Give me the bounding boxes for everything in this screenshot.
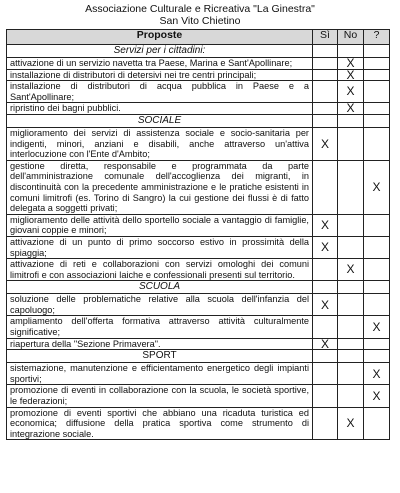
proposal-text: miglioramento delle attività dello sportello sociale a vantaggio di famiglie, giovani coppie e minori; (7, 214, 313, 236)
proposal-text: soluzione delle problematiche relative alla scuola dell'infanzia del capoluogo; (7, 294, 313, 316)
empty-cell (364, 45, 390, 58)
proposal-text: attivazione di un punto di primo soccorso estivo in prossimità della spiaggia; (7, 236, 313, 258)
proposal-text: attivazione di un servizio navetta tra Paese, Marina e Sant'Apollinare; (7, 58, 313, 70)
vote-cell-question (364, 294, 390, 316)
vote-cell-question (364, 69, 390, 81)
vote-cell-no (338, 316, 364, 338)
vote-cell-no (338, 69, 364, 81)
vote-cell-si (313, 58, 338, 70)
vote-cell-question (364, 58, 390, 70)
vote-cell-question (364, 236, 390, 258)
vote-mark: X (320, 297, 329, 312)
association-name: Associazione Culturale e Ricreativa "La Ginestra" (85, 3, 315, 15)
section-row (7, 281, 390, 294)
vote-mark: X (346, 84, 355, 99)
proposals-table (6, 29, 390, 440)
proposal-text: miglioramento dei servizi di assistenza sociale e socio-sanitaria per indigenti, minori, anziani e disabili, anche attraverso un'attiva interlocuzione con l'Ente d'Ambito; (7, 127, 313, 160)
empty-cell (364, 114, 390, 127)
table-body (7, 45, 390, 440)
vote-cell-no (338, 363, 364, 385)
proposal-row (7, 316, 390, 338)
proposal-row (7, 236, 390, 258)
section-row (7, 350, 390, 363)
empty-cell (313, 114, 338, 127)
proposal-text: riapertura della "Sezione Primavera". (7, 338, 313, 350)
vote-cell-si (313, 160, 338, 214)
proposal-row (7, 127, 390, 160)
vote-cell-question (364, 127, 390, 160)
vote-cell-si (313, 316, 338, 338)
column-header-no: No (338, 30, 364, 45)
vote-cell-no (338, 214, 364, 236)
proposal-row (7, 294, 390, 316)
vote-cell-question (364, 160, 390, 214)
proposal-text: promozione di eventi sportivi che abbiano una ricaduta turistica ed economica; diffusione della pratica sportiva come strumento di integrazione sociale. (7, 407, 313, 440)
vote-cell-no (338, 81, 364, 103)
empty-cell (338, 350, 364, 363)
proposal-text: installazione di distributori di detersivi nei tre centri principali; (7, 69, 313, 81)
vote-cell-no (338, 236, 364, 258)
vote-cell-question (364, 103, 390, 115)
vote-cell-question (364, 385, 390, 407)
proposal-text: gestione diretta, responsabile e programmata da parte dell'amministrazione comunale dell'accoglienza dei migranti, in discontinuità con la precedente amministrazione e le pratiche esistenti in comuni limitrofi (es. Torino di Sangro) la cui gestione dei flussi è di fatto delegata a soggetti privati; (7, 160, 313, 214)
column-header-si: Sì (313, 30, 338, 45)
vote-mark: X (346, 67, 355, 82)
vote-cell-no (338, 127, 364, 160)
empty-cell (364, 350, 390, 363)
town-name: San Vito Chietino (159, 15, 241, 27)
vote-cell-no (338, 103, 364, 115)
vote-mark: X (346, 416, 355, 431)
vote-mark: X (372, 179, 381, 194)
vote-cell-si (313, 103, 338, 115)
section-title: SOCIALE (7, 114, 313, 127)
vote-cell-si (313, 69, 338, 81)
vote-cell-no (338, 338, 364, 350)
proposal-row (7, 363, 390, 385)
empty-cell (364, 281, 390, 294)
proposal-row (7, 407, 390, 440)
vote-cell-si (313, 236, 338, 258)
vote-mark: X (346, 56, 355, 70)
vote-cell-no (338, 160, 364, 214)
proposal-row (7, 214, 390, 236)
proposal-row (7, 69, 390, 81)
proposal-row (7, 103, 390, 115)
proposal-text: promozione di eventi in collaborazione con la scuola, le società sportive, le federazioni; (7, 385, 313, 407)
vote-cell-question (364, 338, 390, 350)
vote-cell-question (364, 214, 390, 236)
vote-mark: X (320, 336, 329, 351)
proposal-text: installazione di distributori di acqua pubblica in Paese e a Sant'Apollinare; (7, 81, 313, 103)
vote-cell-si (313, 259, 338, 281)
section-title: Servizi per i cittadini: (7, 45, 313, 58)
vote-cell-si (313, 81, 338, 103)
empty-cell (338, 281, 364, 294)
section-title: SCUOLA (7, 281, 313, 294)
column-header-question: ? (364, 30, 390, 45)
vote-cell-no (338, 294, 364, 316)
vote-cell-question (364, 81, 390, 103)
document-header (0, 0, 400, 27)
proposal-row (7, 58, 390, 70)
vote-cell-question (364, 259, 390, 281)
proposal-text: sistemazione, manutenzione e efficientamento energetico degli impianti sportivi; (7, 363, 313, 385)
vote-mark: X (372, 388, 381, 403)
proposal-text: ampliamento dell'offerta formativa attraverso attività culturalmente significative; (7, 316, 313, 338)
vote-cell-no (338, 259, 364, 281)
vote-cell-no (338, 407, 364, 440)
section-row (7, 114, 390, 127)
vote-mark: X (372, 319, 381, 334)
vote-mark: X (372, 366, 381, 381)
vote-cell-no (338, 385, 364, 407)
section-row (7, 45, 390, 58)
vote-mark: X (346, 101, 355, 116)
vote-cell-si (313, 363, 338, 385)
proposal-text: attivazione di reti e collaborazioni con servizi omologhi dei comuni limitrofi e con associazioni laiche e confessionali presenti sul territorio. (7, 259, 313, 281)
proposal-row (7, 338, 390, 350)
column-header-proposte: Proposte (7, 30, 313, 45)
empty-cell (313, 45, 338, 58)
empty-cell (313, 281, 338, 294)
vote-mark: X (346, 262, 355, 277)
proposal-row (7, 160, 390, 214)
vote-mark: X (320, 218, 329, 233)
empty-cell (313, 350, 338, 363)
empty-cell (338, 114, 364, 127)
vote-cell-si (313, 127, 338, 160)
vote-cell-question (364, 363, 390, 385)
vote-cell-si (313, 338, 338, 350)
vote-cell-si (313, 214, 338, 236)
proposal-text: ripristino dei bagni pubblici. (7, 103, 313, 115)
table-header-row (7, 30, 390, 45)
vote-cell-question (364, 316, 390, 338)
section-title: SPORT (7, 350, 313, 363)
vote-mark: X (320, 240, 329, 255)
proposal-row (7, 259, 390, 281)
vote-cell-si (313, 385, 338, 407)
proposal-row (7, 385, 390, 407)
vote-cell-question (364, 407, 390, 440)
vote-cell-si (313, 294, 338, 316)
proposal-row (7, 81, 390, 103)
vote-cell-si (313, 407, 338, 440)
vote-mark: X (320, 136, 329, 151)
